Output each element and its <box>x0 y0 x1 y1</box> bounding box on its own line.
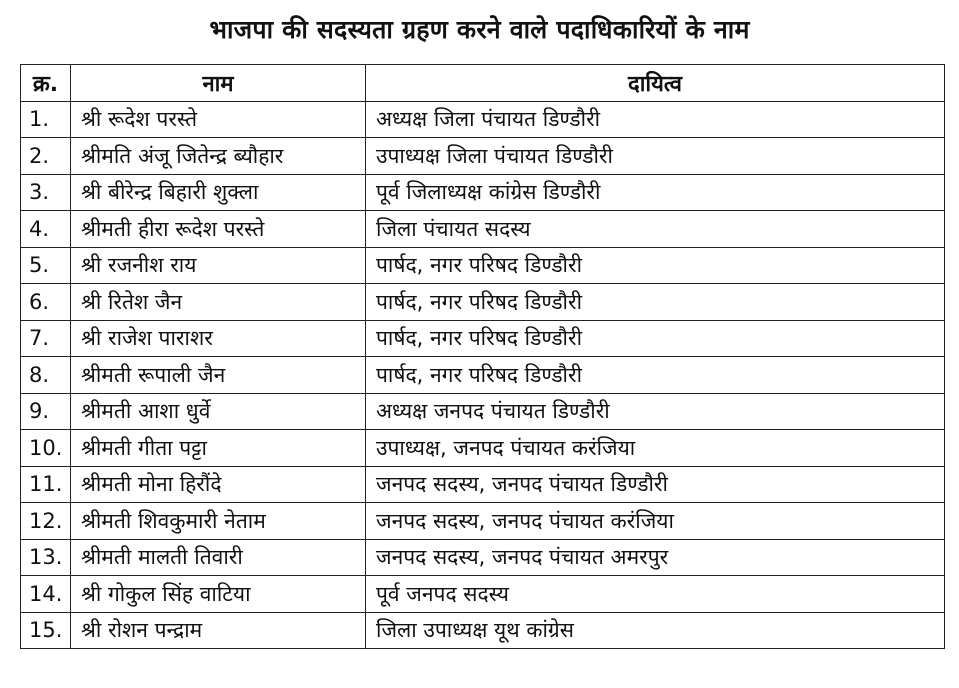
serial-cell: 8. <box>21 357 71 394</box>
table-row <box>21 211 945 248</box>
document-title: भाजपा की सदस्यता ग्रहण करने वाले पदाधिकारियों के नाम <box>209 15 750 44</box>
name-cell: श्रीमती आशा धुर्वे <box>71 393 366 430</box>
table-row <box>21 576 945 613</box>
table-row <box>21 612 945 649</box>
responsibility-cell: जनपद सदस्य, जनपद पंचायत करंजिया <box>366 503 945 540</box>
responsibility-cell: उपाध्यक्ष, जनपद पंचायत करंजिया <box>366 430 945 467</box>
serial-cell: 2. <box>21 138 71 175</box>
table-row <box>21 174 945 211</box>
name-cell: श्री बीरेन्द्र बिहारी शुक्ला <box>71 174 366 211</box>
responsibility-cell: अध्यक्ष जिला पंचायत डिण्डौरी <box>366 101 945 138</box>
responsibility-cell: पूर्व जिलाध्यक्ष कांग्रेस डिण्डौरी <box>366 174 945 211</box>
name-cell: श्रीमती मोना हिरौंदे <box>71 466 366 503</box>
header-row <box>21 65 945 102</box>
table-row <box>21 138 945 175</box>
name-cell: श्री रजनीश राय <box>71 247 366 284</box>
responsibility-cell: पार्षद, नगर परिषद डिण्डौरी <box>366 247 945 284</box>
table-row <box>21 247 945 284</box>
serial-cell: 13. <box>21 539 71 576</box>
serial-cell: 6. <box>21 284 71 321</box>
serial-cell: 15. <box>21 612 71 649</box>
responsibility-cell: पार्षद, नगर परिषद डिण्डौरी <box>366 320 945 357</box>
serial-cell: 3. <box>21 174 71 211</box>
name-cell: श्रीमती शिवकुमारी नेताम <box>71 503 366 540</box>
table-row <box>21 320 945 357</box>
serial-cell: 1. <box>21 101 71 138</box>
serial-cell: 7. <box>21 320 71 357</box>
serial-cell: 5. <box>21 247 71 284</box>
name-cell: श्रीमती रूपाली जैन <box>71 357 366 394</box>
name-cell: श्रीमती मालती तिवारी <box>71 539 366 576</box>
responsibility-cell: जनपद सदस्य, जनपद पंचायत अमरपुर <box>366 539 945 576</box>
responsibility-cell: जिला पंचायत सदस्य <box>366 211 945 248</box>
name-cell: श्री रोशन पन्द्राम <box>71 612 366 649</box>
members-table <box>20 64 945 649</box>
responsibility-cell: उपाध्यक्ष जिला पंचायत डिण्डौरी <box>366 138 945 175</box>
header-serial: क्र. <box>21 65 71 102</box>
name-cell: श्री राजेश पाराशर <box>71 320 366 357</box>
serial-cell: 4. <box>21 211 71 248</box>
responsibility-cell: अध्यक्ष जनपद पंचायत डिण्डौरी <box>366 393 945 430</box>
table-row <box>21 284 945 321</box>
serial-cell: 12. <box>21 503 71 540</box>
name-cell: श्रीमती हीरा रूदेश परस्ते <box>71 211 366 248</box>
table-row <box>21 357 945 394</box>
table-row <box>21 503 945 540</box>
name-cell: श्रीमति अंजू जितेन्द्र ब्यौहार <box>71 138 366 175</box>
table-body <box>21 101 945 649</box>
table-row <box>21 393 945 430</box>
responsibility-cell: जनपद सदस्य, जनपद पंचायत डिण्डौरी <box>366 466 945 503</box>
table-row <box>21 430 945 467</box>
table-row <box>21 101 945 138</box>
serial-cell: 14. <box>21 576 71 613</box>
header-name: नाम <box>71 65 366 102</box>
header-responsibility: दायित्व <box>366 65 945 102</box>
serial-cell: 9. <box>21 393 71 430</box>
responsibility-cell: पूर्व जनपद सदस्य <box>366 576 945 613</box>
table-row <box>21 466 945 503</box>
responsibility-cell: पार्षद, नगर परिषद डिण्डौरी <box>366 284 945 321</box>
serial-cell: 10. <box>21 430 71 467</box>
name-cell: श्री रितेश जैन <box>71 284 366 321</box>
table-row <box>21 539 945 576</box>
table-header <box>21 65 945 102</box>
name-cell: श्री गोकुल सिंह वाटिया <box>71 576 366 613</box>
responsibility-cell: जिला उपाध्यक्ष यूथ कांग्रेस <box>366 612 945 649</box>
name-cell: श्री रूदेश परस्ते <box>71 101 366 138</box>
responsibility-cell: पार्षद, नगर परिषद डिण्डौरी <box>366 357 945 394</box>
serial-cell: 11. <box>21 466 71 503</box>
name-cell: श्रीमती गीता पट्टा <box>71 430 366 467</box>
